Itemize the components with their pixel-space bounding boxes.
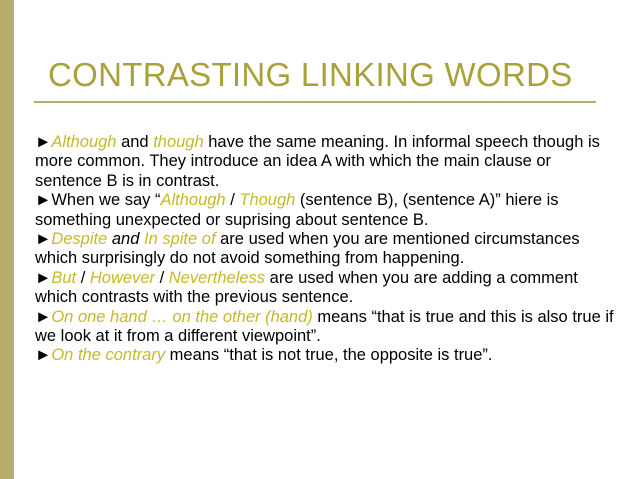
keyword-despite: Despite bbox=[51, 230, 108, 249]
keyword-nevertheless: Nevertheless bbox=[168, 268, 266, 287]
paragraph-despite bbox=[35, 230, 620, 269]
paragraph-on-one-hand bbox=[35, 308, 620, 347]
bullet-pointer-icon: ► bbox=[35, 307, 52, 326]
keyword-in-spite-of: In spite of bbox=[144, 230, 216, 249]
bullet-pointer-icon: ► bbox=[35, 191, 52, 210]
paragraph-text: are used when you are mentioned circumstances which surprisingly do not avoid something from happening. bbox=[35, 230, 580, 268]
title-divider bbox=[34, 101, 596, 103]
slide-body bbox=[35, 133, 620, 366]
slide-title: CONTRASTING LINKING WORDS bbox=[48, 56, 573, 93]
paragraph-text: When we say “ bbox=[51, 191, 161, 210]
keyword-but: But bbox=[51, 268, 77, 287]
keyword-though: Though bbox=[239, 191, 296, 210]
paragraph-on-the-contrary bbox=[35, 346, 620, 365]
paragraph-text: are used when you are adding a comment which contrasts with the previous sentence. bbox=[35, 268, 578, 307]
paragraph-text: (sentence B), (sentence A)” hiere is something unexpected or suprising about sentence B. bbox=[35, 191, 559, 229]
keyword-although: Although bbox=[51, 133, 117, 151]
bullet-pointer-icon: ► bbox=[35, 268, 52, 287]
paragraph-text: means “that is not true, the opposite is true”. bbox=[165, 346, 493, 365]
paragraph-when-we-say bbox=[35, 191, 620, 230]
paragraph-text: and bbox=[116, 133, 154, 151]
keyword-although: Although bbox=[160, 191, 226, 210]
paragraph-text: and bbox=[107, 230, 144, 249]
bullet-pointer-icon: ► bbox=[35, 133, 52, 151]
paragraph-text: / bbox=[76, 268, 90, 287]
paragraph-text: have the same meaning. In informal speech though is more common. They introduce an idea A with which the main clause or sentence B is in contrast. bbox=[35, 133, 600, 190]
bullet-pointer-icon: ► bbox=[35, 230, 52, 249]
paragraph-text: / bbox=[225, 191, 240, 210]
keyword-on-the-contrary: On the contrary bbox=[51, 346, 166, 365]
left-accent-bar bbox=[0, 0, 14, 479]
paragraph-text: means “that is true and this is also true if we look at it from a different viewpoint”. bbox=[35, 307, 614, 346]
paragraph-but-however bbox=[35, 269, 620, 308]
keyword-on-one-hand: On one hand … on the other (hand) bbox=[51, 307, 313, 326]
paragraph-although-though bbox=[35, 133, 620, 191]
keyword-though: though bbox=[153, 133, 204, 151]
bullet-pointer-icon: ► bbox=[35, 346, 52, 365]
paragraph-text: / bbox=[155, 268, 169, 287]
keyword-however: However bbox=[89, 268, 155, 287]
